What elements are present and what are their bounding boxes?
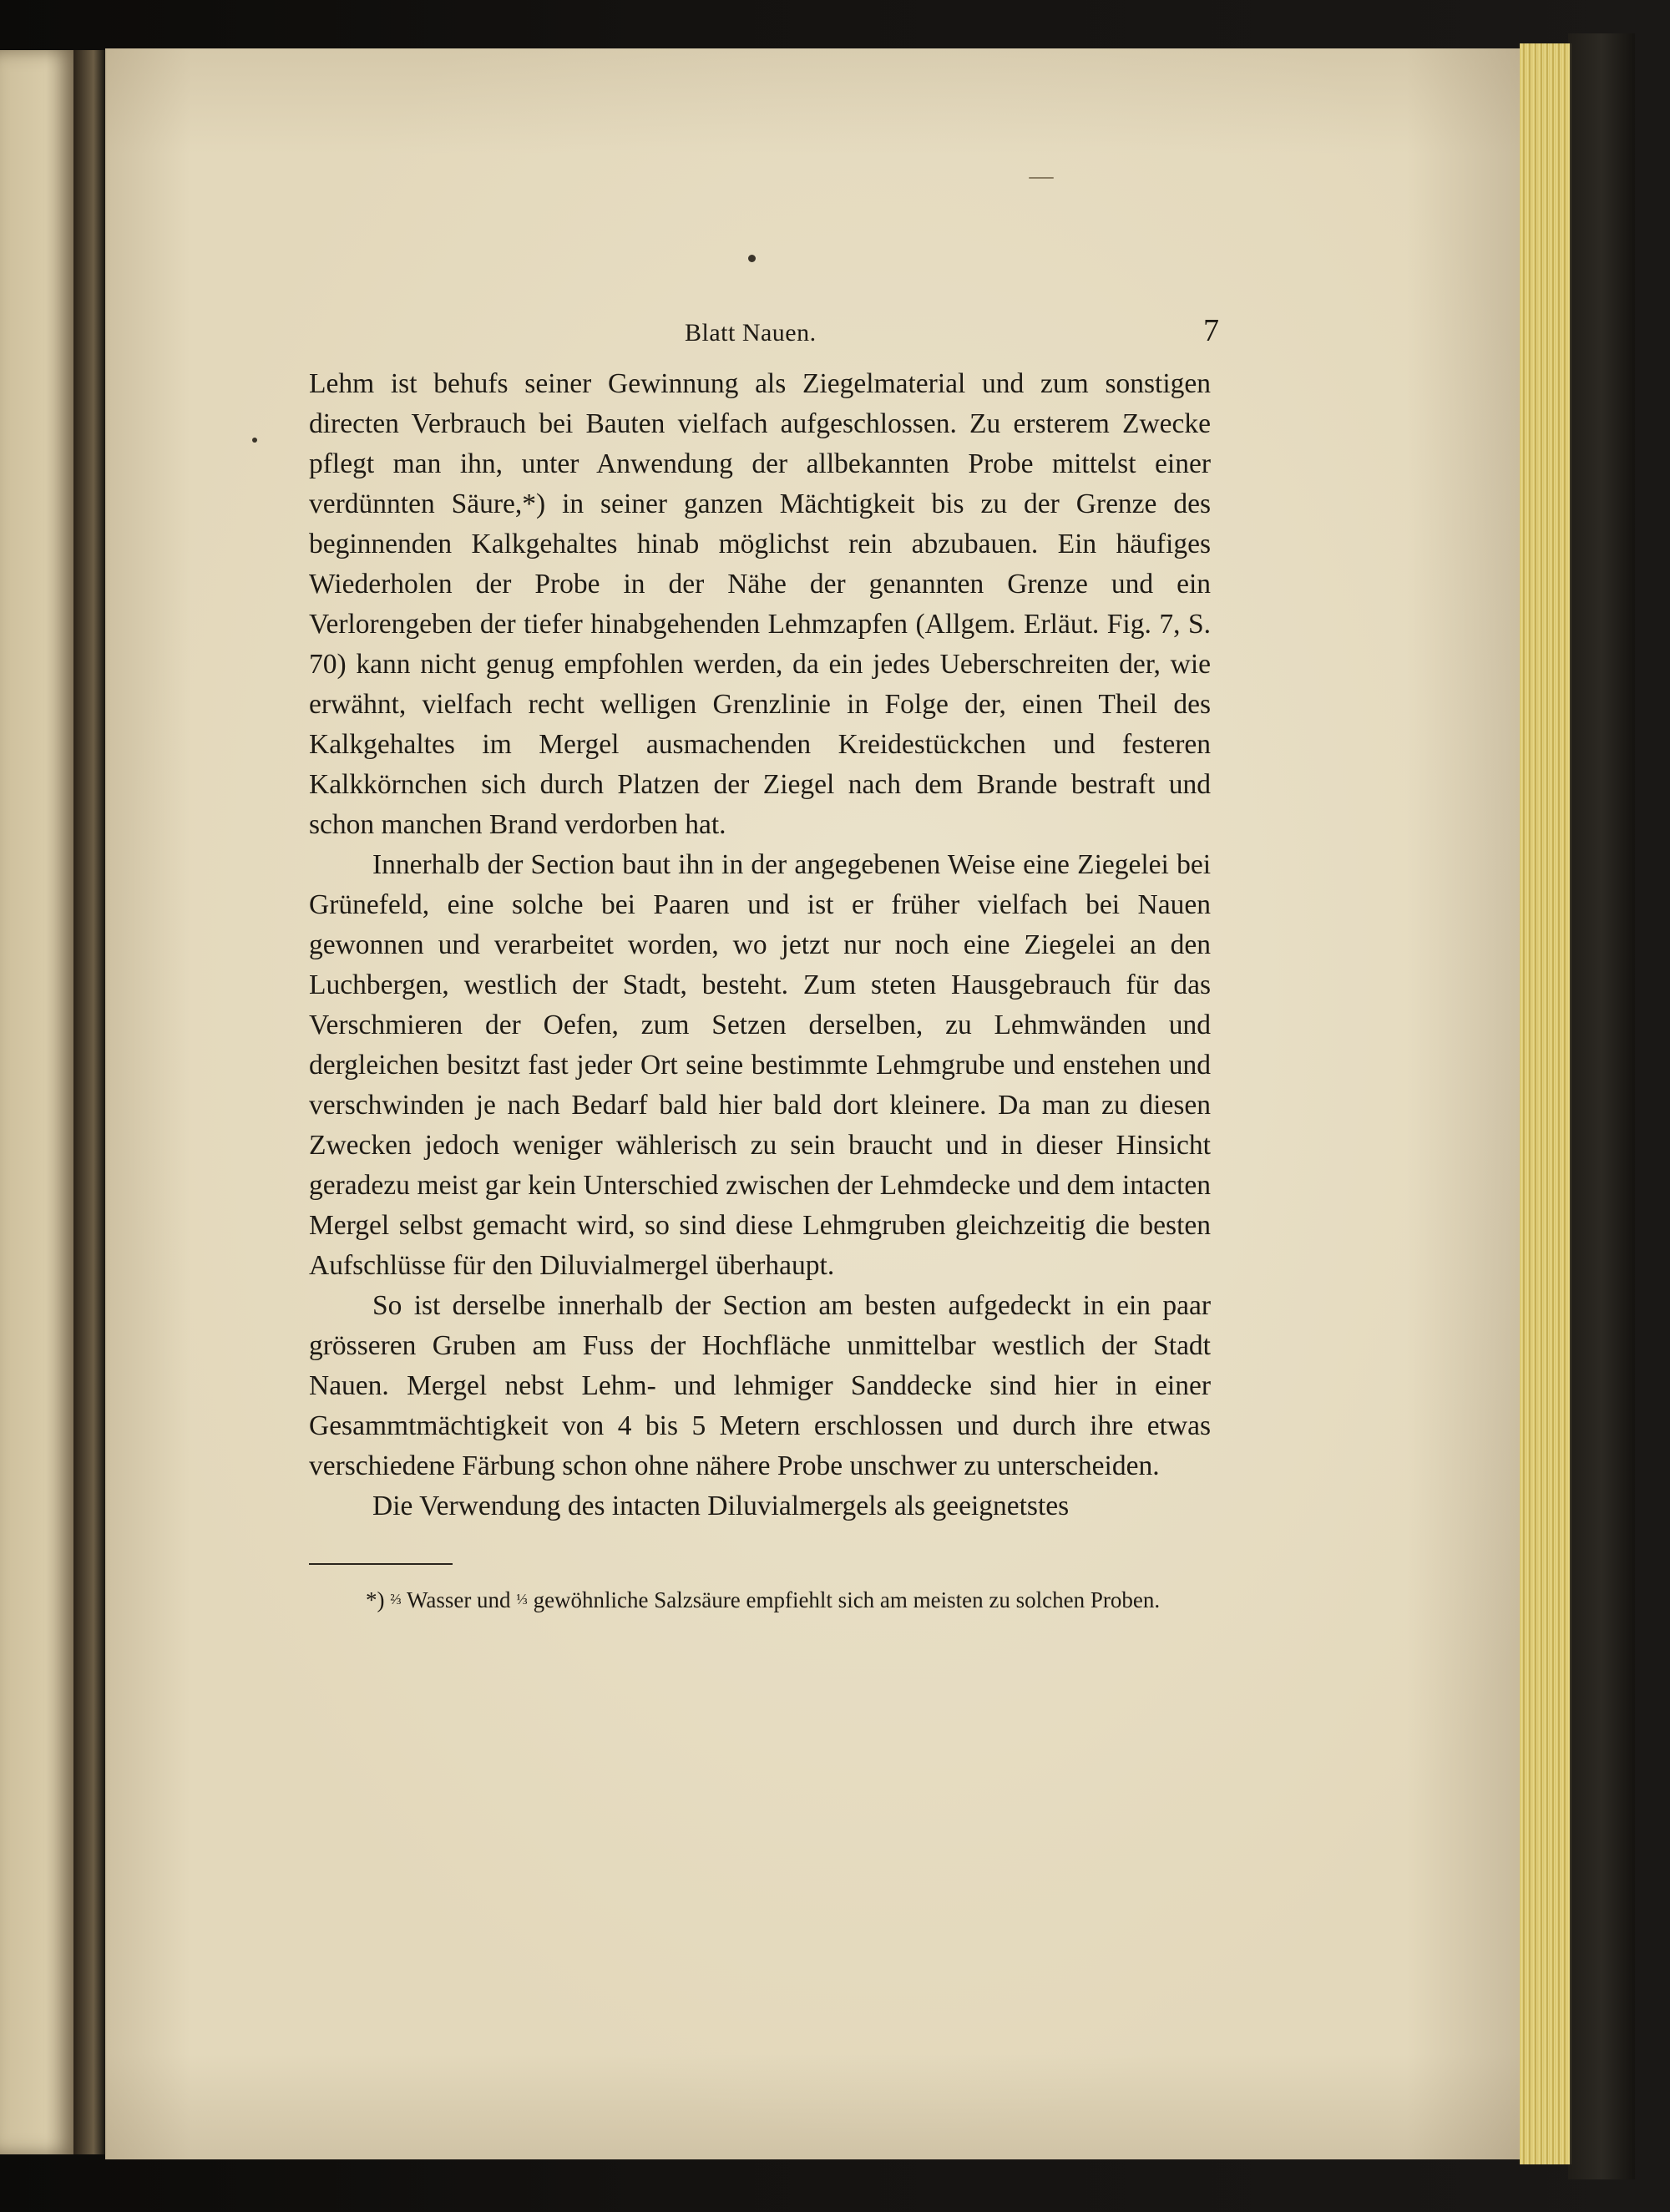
body-text [309,364,1211,1526]
paragraph: Die Verwendung des intacten Diluvialmergels als geeignetstes [372,1491,1070,1521]
paragraph: So ist derselbe innerhalb der Section am besten aufgedeckt in ein paar grösseren Gruben am Fuss der Hochfläche unmittelbar westlich der Stadt Nauen. Mergel nebst Lehm- und lehmiger Sanddecke sind hier in einer Gesammtmächtigkeit von 4 bis 5 Metern erschlossen und durch ihre etwas verschiedene Färbung schon ohne nähere Probe unschwer zu unterscheiden. [309,1290,1211,1481]
page-edges [1520,43,1571,2164]
footnote-marker: *) [366,1587,385,1612]
footnote-fraction: ⅓ [516,1591,528,1607]
footnote-fraction: ⅔ [390,1591,402,1607]
page-number: 7 [1203,313,1219,348]
gutter-shadow [73,50,107,2154]
running-header [309,309,1219,359]
book-cover-edge [1568,33,1635,2179]
running-title: Blatt Nauen. [685,319,817,347]
footnote-rule [309,1563,453,1565]
facing-page [0,50,77,2154]
page-content [309,309,1219,1617]
footnote [309,1582,1211,1617]
footnote-text: gewöhnliche Salzsäure empfiehlt sich am meisten zu solchen Proben. [533,1587,1161,1612]
paragraph: Innerhalb der Section baut ihn in der angegebenen Weise eine Ziegelei bei Grünefeld, eine solche bei Paaren und ist er früher vielfach bei Nauen gewonnen und verarbeitet worden, wo jetzt nur noch eine Ziegelei an den Luchbergen, westlich der Stadt, besteht. Zum steten Hausgebrauch für das Verschmieren der Oefen, zum Setzen derselben, zu Lehmwänden und dergleichen besitzt fast jeder Ort seine bestimmte Lehmgrube und enstehen und verschwinden je nach Bedarf bald hier bald dort kleinere. Da man zu diesen Zwecken jedoch weniger wählerisch zu sein braucht und in dieser Hinsicht geradezu meist gar kein Unterschied zwischen der Lehmdecke und dem intacten Mergel selbst gemacht wird, so sind diese Lehmgruben gleichzeitig die besten Aufschlüsse für den Diluvialmergel überhaupt. [309,849,1211,1281]
footnote-text: Wasser und [407,1587,511,1612]
paragraph: Lehm ist behufs seiner Gewinnung als Ziegelmaterial und zum sonstigen directen Verbrauch bei Bauten vielfach aufgeschlossen. Zu ersterem Zwecke pflegt man ihn, unter Anwendung der allbekannten Probe mittelst einer verdünnten Säure,*) in seiner ganzen Mächtigkeit bis zu der Grenze des beginnenden Kalkgehaltes hinab möglichst rein abzubauen. Ein häufiges Wiederholen der Probe in der Nähe der genannten Grenze und ein Verlorengeben der tiefer hinabgehenden Lehmzapfen (Allgem. Erläut. Fig. 7, S. 70) kann nicht genug empfohlen werden, da ein jedes Ueberschreiten der, wie erwähnt, vielfach recht welligen Grenzlinie in Folge der, einen Theil des Kalkgehaltes im Mergel ausmachenden Kreidestückchen und festeren Kalkkörnchen sich durch Platzen der Ziegel nach dem Brande bestraft und schon manchen Brand verdorben hat. [309,368,1211,840]
